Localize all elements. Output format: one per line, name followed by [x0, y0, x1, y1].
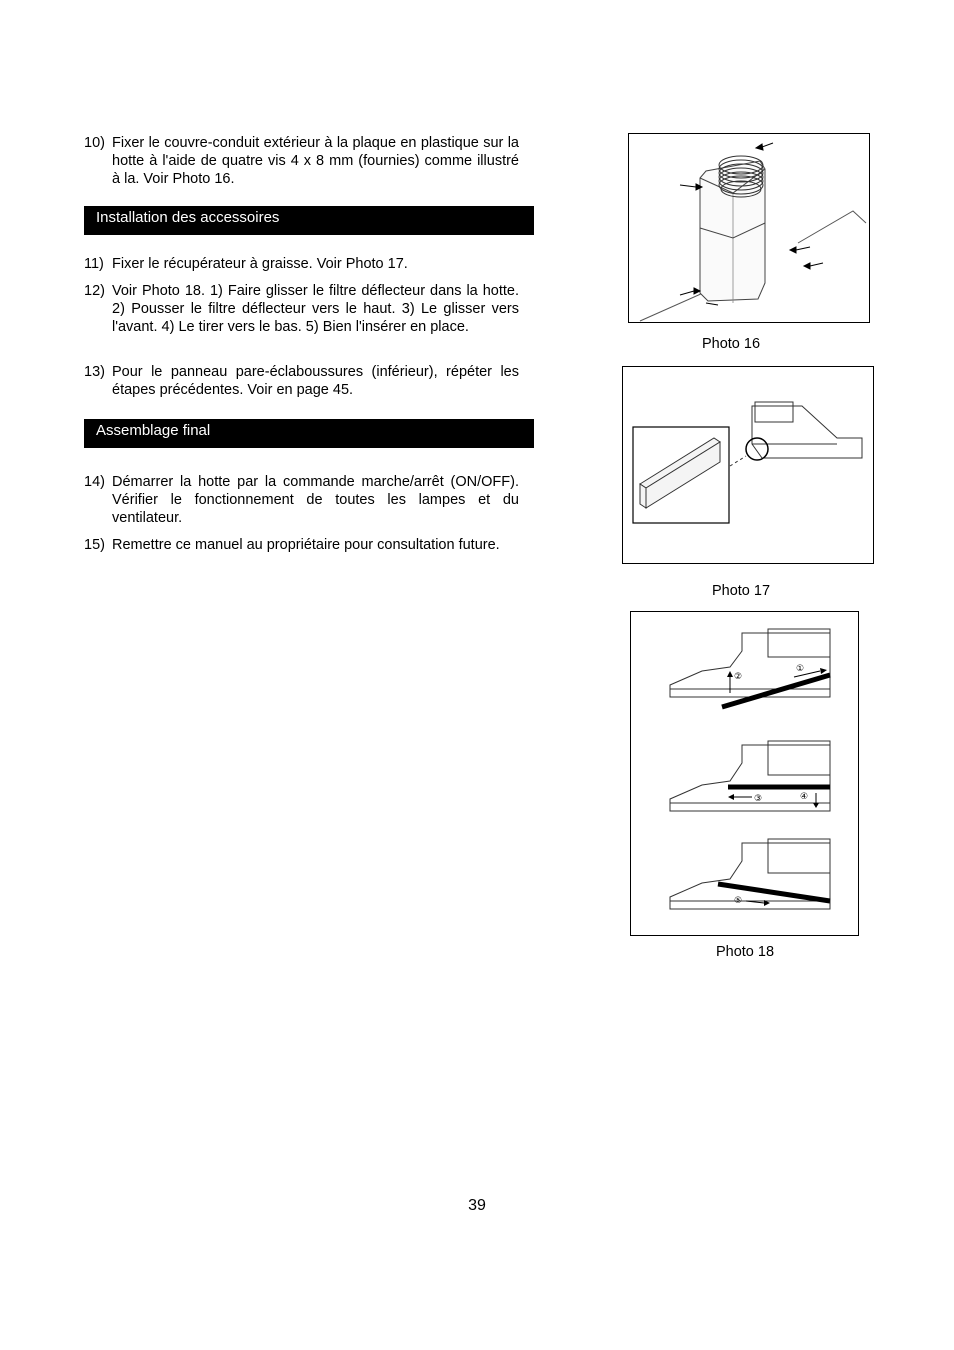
photo-17-illustration: [622, 366, 874, 564]
step-12: [84, 282, 519, 337]
marker-2: ②: [734, 672, 743, 682]
marker-3: ③: [754, 794, 763, 804]
step-number: 15): [84, 537, 105, 553]
step-15: [84, 536, 519, 554]
photo-16-caption: Photo 16: [701, 336, 761, 352]
marker-4: ④: [800, 792, 809, 802]
step-11: [84, 255, 519, 273]
photo-17-caption: Photo 17: [711, 583, 771, 599]
step-13: [84, 363, 519, 399]
step-number: 13): [84, 364, 105, 380]
step-number: 12): [84, 283, 105, 299]
step-number: 11): [84, 256, 104, 272]
step-text: Pour le panneau pare-éclaboussures (inférieur), répéter les étapes précédentes. Voir en page 45.: [112, 364, 519, 399]
step-14: [84, 473, 519, 528]
step-text: Fixer le récupérateur à graisse. Voir Photo 17.: [112, 256, 408, 272]
step-10: [84, 134, 519, 189]
photo-18-illustration: [630, 611, 859, 936]
step-text: Démarrer la hotte par la commande marche/arrêt (ON/OFF). Vérifier le fonctionnement de toutes les lampes et du ventilateur.: [112, 474, 519, 527]
section-header-final: Assemblage final: [84, 419, 534, 448]
photo-18-caption: Photo 18: [715, 944, 775, 960]
section-header-accessoires: Installation des accessoires: [84, 206, 534, 235]
step-number: 10): [84, 135, 105, 151]
step-text: Voir Photo 18. 1) Faire glisser le filtre déflecteur dans la hotte. 2) Pousser le filtre déflecteur vers le haut. 3) Le glisser vers l'avant. 4) Le tirer vers le bas. 5) Bien l'insérer en place.: [112, 283, 519, 336]
marker-1: ①: [796, 664, 805, 674]
step-number: 14): [84, 474, 105, 490]
step-text: Remettre ce manuel au propriétaire pour consultation future.: [112, 537, 500, 553]
marker-5: ⑤: [734, 896, 743, 906]
photo-16-illustration: [628, 133, 870, 323]
page-number: 39: [468, 1197, 486, 1214]
step-text: Fixer le couvre-conduit extérieur à la plaque en plastique sur la hotte à l'aide de quatre vis 4 x 8 mm (fournies) comme illustré à la. Voir Photo 16.: [112, 135, 519, 188]
